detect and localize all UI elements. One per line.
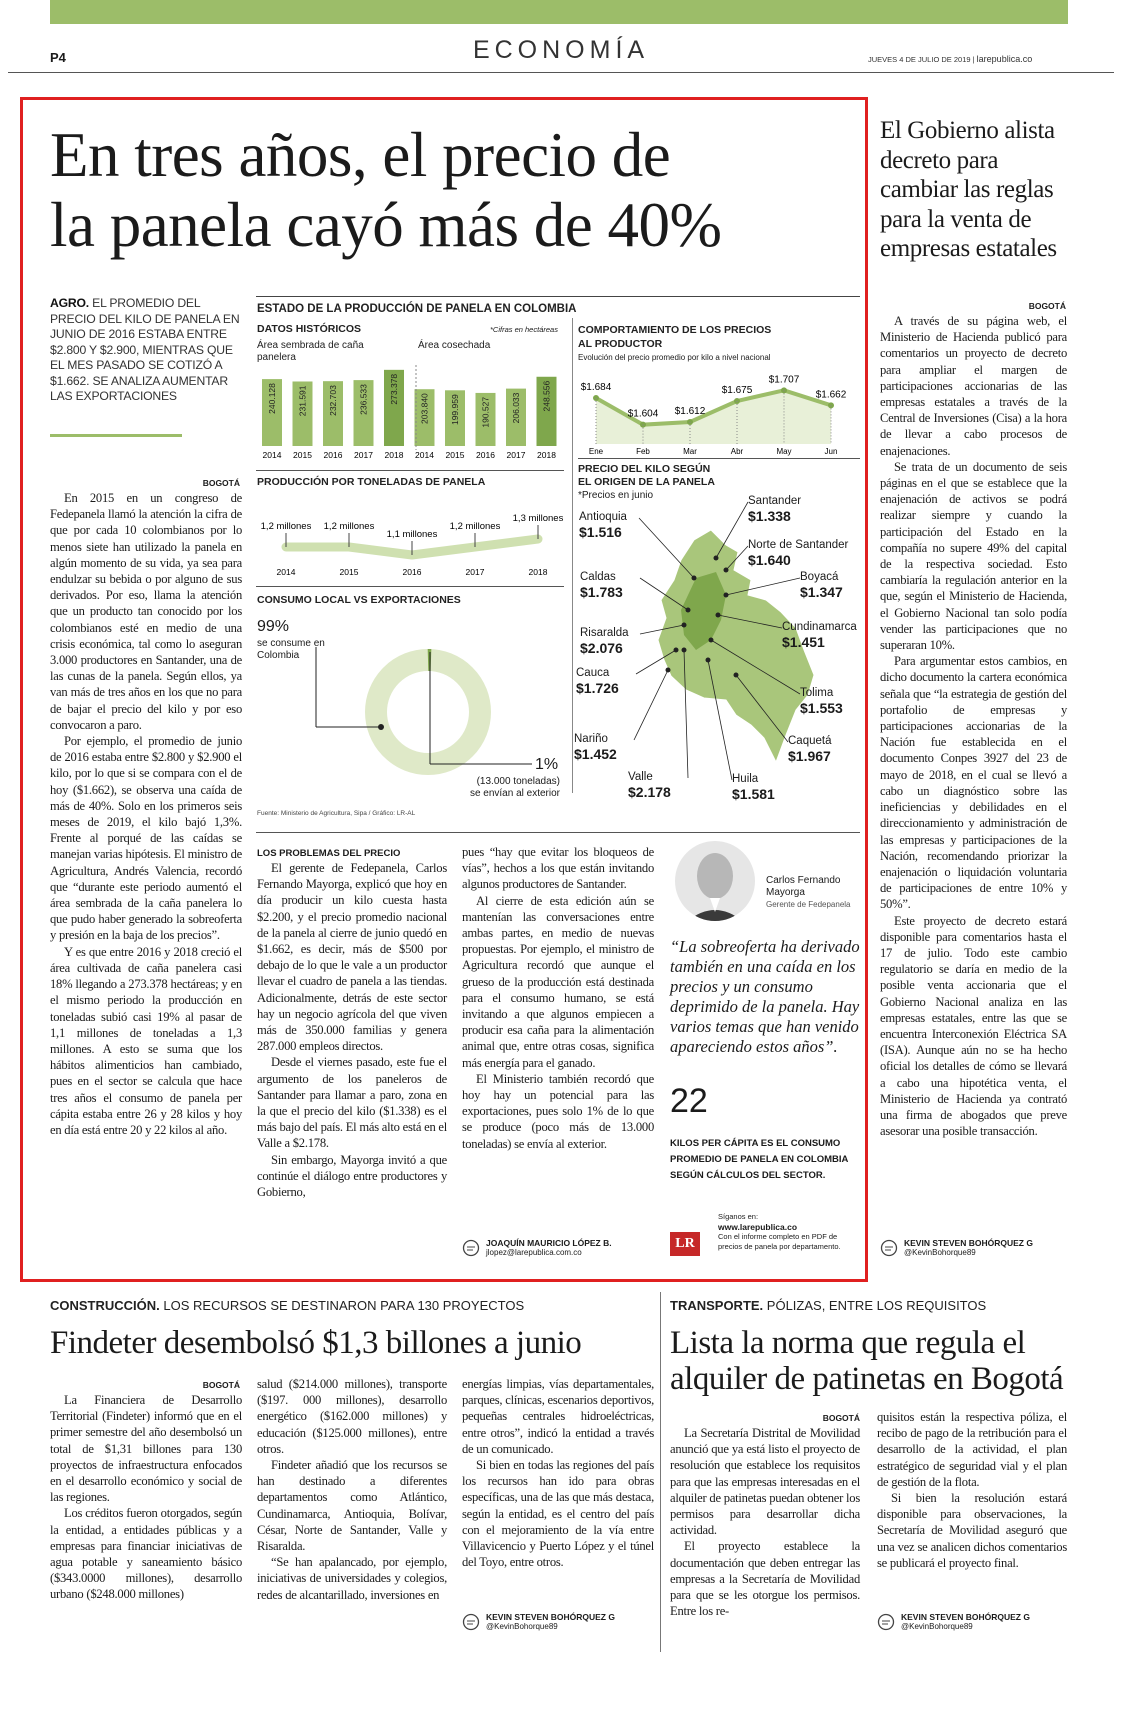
col2-subhead: LOS PROBLEMAS DEL PRECIO — [257, 848, 401, 859]
map-region-dot — [682, 623, 687, 628]
main-byline — [462, 1238, 612, 1257]
pull-quote: “La sobreoferta ha derivado también en una caída en los precios y un consumo deprimido de la panela. Hay varios temas que han venido apareciendo estos años”. — [670, 937, 860, 1056]
bar-value-label: 206.033 — [511, 392, 521, 424]
map-region-nariño — [574, 732, 617, 762]
bar-value-label: 231.591 — [297, 385, 308, 417]
chat-bubble-icon — [462, 1239, 480, 1257]
byline-name: KEVIN STEVEN BOHÓRQUEZ G — [904, 1238, 1033, 1248]
paragraph: La Financiera de Desarrollo Territorial (Findeter) informó que en el primer semestre del año desembolsó un total de $1,31 billones para 130 proyectos de infraestructura enfocados en el desarrollo económico y social de las regiones. — [50, 1393, 242, 1505]
bar-value-label: 203.840 — [419, 393, 430, 424]
prod-year-label: 2017 — [465, 567, 485, 577]
main-column-3 — [462, 844, 654, 1152]
side-byline — [880, 1238, 1033, 1257]
region-price: $1.967 — [788, 748, 831, 764]
headline-line-2: la panela cayó más de 40% — [50, 190, 722, 260]
map-region-huila — [732, 772, 775, 802]
map-region-dot — [666, 668, 671, 673]
price-line-chart — [576, 366, 862, 456]
price-month-label: May — [776, 447, 792, 456]
paragraph: Findeter añadió que los recursos se han destinado a diferentes departamentos como Atlántico, Cundinamarca, Antioquia, Bolívar, César, Norte de Santander, Valle y Risaralda. — [257, 1458, 447, 1554]
price-value-label: $1.675 — [721, 385, 753, 396]
map-region-dot — [692, 576, 697, 581]
patinetas-column-1 — [670, 1425, 860, 1619]
region-name: Antioquia — [579, 511, 627, 523]
chat-bubble-icon — [877, 1613, 895, 1631]
map-region-cundinamarca — [782, 620, 857, 650]
bar-year-label: 2014 — [262, 450, 282, 460]
patinetas-column-2 — [877, 1409, 1067, 1571]
graphic-top-rule — [256, 296, 860, 297]
map-region-dot — [686, 608, 691, 613]
main-city: BOGOTÁ — [202, 478, 240, 488]
bar-year-label: 2017 — [506, 450, 526, 460]
paragraph: La Secretaría Distrital de Movilidad anunció que ya está listo el proyecto de resolución que establece los requisitos para que las empresas interesadas en el alquiler de patinetas puedan obtener los permisos para desarrollar dicha actividad. — [670, 1426, 860, 1538]
map-region-dot — [724, 568, 729, 573]
byline-handle[interactable]: @KevinBohorque89 — [904, 1248, 976, 1257]
paragraph: Por ejemplo, el promedio de junio de 2016 estaba entre $2.800 y $2.900 el kilo, por lo que si se compara con el de hoy ($1.662), se observa una caída de más de 40%. Solo en los primeros seis meses de 2019, el kilo bajó 1,3%. Frente al porqué de las caídas se manejan varias hipótesis. El ministro de Agricultura, Andrés Valencia, recordó que “durante este periodo aumentó el área sembrada de la caña panelera lo que pudo haber generado la sobreoferta y presión en la baja de los precios”. — [50, 734, 242, 943]
region-name: Cauca — [576, 667, 610, 679]
paragraph: A través de su página web, el Ministerio de Hacienda publicó para comentarios un proyecto de decreto para ampliar el margen de participaciones accionarias de las empresas estatales a través de la Central de Inversiones (Cisa) a la hora de llevar a cabo procesos de enajenaciones. — [880, 314, 1067, 458]
stat-number: 22 — [670, 1082, 708, 1120]
findeter-column-2 — [257, 1376, 447, 1603]
prod-year-label: 2016 — [402, 567, 422, 577]
paragraph: Desde el viernes pasado, este fue el argumento de los paneleros de Santander para llamar a paro, zona en la que el precio del kilo ($1.338) es el más bajo del país. El más alto está en el Valle a $2.178. — [257, 1055, 447, 1151]
stat-text: KILOS PER CÁPITA ES EL CONSUMO PROMEDIO DE PANELA EN COLOMBIA SEGÚN CÁLCULOS DEL SECTOR. — [670, 1138, 849, 1181]
region-price: $1.516 — [579, 524, 622, 540]
graphic-divider — [256, 586, 564, 587]
bar-value-label: 232.703 — [328, 385, 338, 416]
map-region-norte-de-santander — [748, 538, 848, 568]
kicker-label: AGRO. — [50, 296, 89, 310]
byline-name: JOAQUÍN MAURICIO LÓPEZ B. — [486, 1238, 612, 1248]
map-region-antioquia — [579, 510, 627, 540]
main-headline — [50, 120, 790, 260]
findeter-column-3 — [462, 1376, 654, 1570]
paragraph: pues “hay que evitar los bloqueos de vías”, hechos a los que están invitando algunos productores de Santander. — [462, 845, 654, 892]
paragraph: En 2015 en un congreso de Fedepanela llamó la atención la cifra de que por cada 10 colombianos por lo menos siete han utilizado la panela en algún momento de su vida, ya sea para endulzar su bebida o por alguno de sus derivados. Por eso, llama la atención que un producto tan conocido por los colombianos esté en medio de una crisis económica, tal como lo aseguran 3.000 productores en Santander, una de las cunas de la panela. Según ellos, ya van más de tres años en los que no para de bajar el precio del kilo y por eso convocaron a paro. — [50, 491, 242, 732]
byline-handle[interactable]: @KevinBohorque89 — [901, 1622, 973, 1631]
map-region-dot — [724, 593, 729, 598]
bar-year-label: 2015 — [293, 450, 312, 460]
findeter-kicker — [50, 1298, 524, 1313]
graphic-divider — [578, 458, 860, 459]
bar-value-label: 236.533 — [358, 384, 369, 415]
graphic-title: ESTADO DE LA PRODUCCIÓN DE PANELA EN COLOMBIA — [257, 303, 577, 315]
main-kicker — [50, 296, 245, 405]
region-name: Cundinamarca — [782, 621, 857, 633]
region-name: Valle — [628, 771, 653, 783]
person-role: Gerente de Fedepanela — [766, 900, 851, 909]
price-point — [640, 422, 646, 428]
findeter-headline: Findeter desembolsó $1,3 billones a junio — [50, 1325, 582, 1361]
kicker-text: EL PROMEDIO DEL PRECIO DEL KILO DE PANELA EN JUNIO DE 2016 ESTABA ENTRE $2.800 Y $2.900, MIENTRAS QUE EL MES PASADO SE COTIZÓ A $1.662. SE ANALIZA AUMENTAR LAS EXPORTACIONES — [50, 296, 240, 403]
map-region-tolima — [800, 686, 843, 716]
cons-exp-pct: 1% — [535, 756, 559, 773]
patinetas-byline — [877, 1612, 1030, 1631]
main-column-1 — [50, 490, 242, 1138]
price-value-label: $1.684 — [580, 382, 612, 393]
map-region-dot — [682, 648, 687, 653]
price-title — [578, 323, 771, 351]
prod-year-label: 2015 — [339, 567, 359, 577]
price-value-label: $1.707 — [768, 374, 800, 386]
dateline: JUEVES 4 DE JULIO DE 2019 | larepublica.co — [868, 54, 1033, 64]
price-month-label: Mar — [683, 447, 697, 456]
paragraph: Si bien la resolución estará disponible para observaciones, la Secretaría de Movilidad aseguró que una vez se analicen dichos comentarios se publicará el proyecto final. — [877, 1491, 1067, 1570]
graphic-bottom-rule — [256, 832, 860, 833]
bar-value-label: 240.128 — [267, 383, 277, 414]
lr-logo: LR — [670, 1232, 700, 1256]
region-price: $1.726 — [576, 680, 619, 696]
portrait-photo — [670, 840, 760, 922]
paragraph: Si bien en todas las regiones del país los recursos han ido para obras específicas, una de las que más destaca, según la entidad, es el centro del país con el mejoramiento de la vía entre Villavicencio y Puerto López y el túnel del Toyo, entre otros. — [462, 1458, 654, 1570]
prod-value-label: 1,1 millones — [386, 529, 438, 540]
region-price: $2.178 — [628, 784, 671, 800]
side-city: BOGOTÁ — [1028, 301, 1066, 311]
region-price: $1.451 — [782, 634, 825, 650]
cons-exp-line2: se envían al exterior — [469, 788, 560, 799]
cons-exp-text — [450, 776, 560, 800]
region-name: Santander — [748, 495, 802, 507]
map-sub: *Precios en junio — [578, 490, 654, 501]
prod-value-label: 1,2 millones — [449, 521, 501, 532]
bottom-divider — [660, 1292, 661, 1652]
cons-local-pct: 99% — [257, 618, 290, 635]
cons-exp-line1: (13.000 toneladas) — [476, 776, 560, 787]
map-region-santander — [748, 494, 801, 524]
region-name: Norte de Santander — [748, 539, 849, 551]
donut-callout-dot — [378, 724, 384, 730]
patinetas-headline: Lista la norma que regula el alquiler de patinetas en Bogotá — [670, 1325, 1064, 1397]
map-title — [578, 463, 715, 489]
price-value-label: $1.612 — [674, 406, 706, 417]
side-headline: El Gobierno alista decreto para cambiar las reglas para la venta de empresas estatales — [880, 117, 1057, 262]
map-region-dot — [706, 658, 711, 663]
price-month-label: Jun — [824, 447, 838, 456]
main-column-2 — [257, 860, 447, 1200]
graphic-divider — [256, 470, 564, 471]
paragraph: quisitos están la respectiva póliza, el recibo de pago de la retribución para el desarrollo de la actividad, el plan estratégico de seguridad vial y el plan de gestión de la flota. — [877, 1410, 1067, 1489]
findeter-city: BOGOTÁ — [202, 1380, 240, 1390]
lr-site-link[interactable]: www.larepublica.co — [718, 1222, 798, 1232]
top-color-bar — [50, 0, 1068, 24]
region-name: Huila — [732, 773, 759, 785]
region-name: Caquetá — [788, 735, 832, 747]
prod-title: PRODUCCIÓN POR TONELADAS DE PANELA — [257, 476, 486, 488]
map-title-2: EL ORIGEN DE LA PANELA — [578, 476, 715, 488]
price-month-label: Feb — [636, 447, 650, 456]
price-month-label: Ene — [588, 447, 604, 456]
paragraph: energías limpias, vías departamentales, parques, clínicas, escenarios deportivos, pequeñas centrales hidroeléctricas, entre otros”, indicó la entidad a través de un comunicado. — [462, 1377, 654, 1456]
map-callout-line — [634, 670, 668, 740]
site-name[interactable]: larepublica.co — [976, 54, 1033, 64]
headline-line-1: En tres años, el precio de — [50, 120, 671, 190]
bar-year-label: 2016 — [476, 450, 495, 460]
patinetas-city: BOGOTÁ — [822, 1413, 860, 1423]
chat-bubble-icon — [880, 1239, 898, 1257]
price-value-label: $1.604 — [627, 408, 659, 420]
region-name: Boyacá — [800, 571, 839, 583]
bar-year-label: 2015 — [445, 450, 465, 460]
lr-promo — [718, 1212, 863, 1252]
region-price: $1.452 — [574, 746, 617, 762]
chat-bubble-icon — [462, 1613, 480, 1631]
price-title-2: AL PRODUCTOR — [578, 338, 663, 350]
paragraph: salud ($214.000 millones), transporte ($197. 000 millones), desarrollo energético ($162.000 millones) y educación ($125.000 millones), entre otros. — [257, 1377, 447, 1456]
prod-year-label: 2018 — [528, 567, 548, 577]
map-region-valle — [628, 770, 671, 800]
map-region-caldas — [580, 570, 623, 600]
kicker-text: PÓLIZAS, ENTRE LOS REQUISITOS — [766, 1298, 987, 1313]
lr-follow: Síganos en: — [718, 1212, 759, 1221]
kicker-underline — [50, 434, 182, 437]
cons-title: CONSUMO LOCAL VS EXPORTACIONES — [257, 594, 461, 606]
byline-name: KEVIN STEVEN BOHÓRQUEZ G — [486, 1612, 615, 1622]
byline-name: KEVIN STEVEN BOHÓRQUEZ G — [901, 1612, 1030, 1622]
area-bar-chart — [256, 360, 566, 460]
person-name: Carlos Fernando Mayorga — [766, 875, 841, 898]
hist-note: *Cifras en hectáreas — [490, 325, 558, 334]
region-name: Tolima — [800, 687, 834, 699]
bar-value-label: 199.959 — [450, 394, 460, 426]
kicker-label: TRANSPORTE. — [670, 1298, 764, 1313]
paragraph: Y es que entre 2016 y 2018 creció el área cultivada de caña panelera casi 18% llegando a 273.378 hectáreas; y en el mismo periodo la producción en toneladas subió casi 19% al pasar de 1,1 millones de toneladas a 1,3 millones. A esto se suma que los hábitos alimenticios han cambiado, pues en el sector se calcula que hace tres años el consumo de panela per cápita estaba entre 26 y 28 kilos y hoy en día está entre 20 y 22 kilos al año. — [50, 944, 242, 1137]
bar-year-label: 2017 — [354, 450, 373, 460]
bar-year-label: 2018 — [384, 450, 404, 460]
map-region-cauca — [576, 666, 619, 696]
region-price: $1.338 — [748, 508, 791, 524]
bar-year-label: 2014 — [415, 450, 434, 460]
price-month-label: Abr — [730, 447, 744, 456]
section-title: ECONOMÍA — [472, 36, 650, 64]
map-callout-line — [639, 518, 694, 578]
paragraph: El proyecto establece la documentación que deben entregar las empresas a la Secretaría de Movilidad para que se les otorgue los permisos. Entre los re- — [670, 1539, 860, 1619]
region-price: $1.553 — [800, 700, 843, 716]
paragraph: Al cierre de esta edición aún se mantenían las conversaciones entre ambas partes, en medio de nuevas propuestas. Por ejemplo, el ministro de Agricultura recordó que aunque el grueso de la producción está destinada para el consumo humano, se está invitando a que algunos empiecen a producir esa caña para la alimentación animal que, entre otras cosas, significa más energía para el ganado. — [462, 893, 654, 1070]
kicker-text: LOS RECURSOS SE DESTINARON PARA 130 PROYECTOS — [163, 1298, 525, 1313]
map-region-dot — [734, 673, 739, 678]
findeter-column-1 — [50, 1392, 242, 1603]
header-rule — [8, 72, 1114, 73]
price-value-label: $1.662 — [815, 389, 847, 401]
map-region-dot — [674, 648, 679, 653]
bar-value-label: 273.378 — [389, 373, 399, 405]
donut-local-slice — [376, 660, 480, 764]
paragraph: Se trata de un documento de seis páginas en el que se establece que la enajenación de activos se podrá realizar siempre y cuando la participación del Estado en la compañía no supere 49% del capital de la respectiva sociedad. Esto cambiaría la regulación anterior en la que, según el Ministerio de Hacienda, el Gobierno Nacional tan solo podía vender las participaciones que no superaran 10%. — [880, 459, 1067, 653]
map-region-dot — [716, 613, 721, 618]
region-name: Caldas — [580, 571, 616, 583]
prod-value-label: 1,2 millones — [260, 521, 312, 532]
byline-email[interactable]: jlopez@larepublica.com.co — [486, 1248, 582, 1257]
bar-year-label: 2016 — [323, 450, 343, 460]
paragraph: Este proyecto de decreto estará disponible para comentarios hasta el 17 de julio. Todo este cambio regulatorio se daría en medio de la posible venta accionaria que el Gobierno Nacional analiza en las empresas estatales, entre las que se encuentra Interconexión Eléctrica SA (ISA). Aunque aún no se ha hecho oficial los detalles de cómo se llevará a cabo una hipotética venta, el Ministerio de Hacienda ya contrató una firma de abogados que preve asesorar una posible transacción. — [880, 913, 1067, 1139]
prod-year-label: 2014 — [276, 567, 296, 577]
price-sub: Evolución del precio promedio por kilo a nivel nacional — [578, 353, 771, 362]
findeter-byline — [462, 1612, 615, 1631]
paragraph: “Se han apalancado, por ejemplo, iniciativas de universidades y colegios, redes de alcantarillado, inversiones en — [257, 1555, 447, 1602]
region-name: Risaralda — [580, 627, 629, 639]
graphic-source: Fuente: Ministerio de Agricultura, Sipa / Gráfico: LR-AL — [257, 810, 416, 817]
map-region-caquetá — [788, 734, 831, 764]
area-cosechada-label: Área cosechada — [418, 340, 491, 351]
paragraph: Sin embargo, Mayorga invitó a que continúe el diálogo entre productores y Gobierno, — [257, 1152, 447, 1200]
side-column — [880, 313, 1067, 1139]
bar-value-label: 190.527 — [480, 396, 491, 428]
price-title-1: COMPORTAMIENTO DE LOS PRECIOS — [578, 324, 772, 336]
prod-line-chart — [256, 493, 566, 578]
hist-title: DATOS HISTÓRICOS — [257, 323, 362, 335]
map-region-dot — [709, 638, 714, 643]
map-region-dot — [714, 556, 719, 561]
region-price: $2.076 — [580, 640, 623, 656]
graphic-vertical-divider — [572, 318, 573, 793]
region-price: $1.347 — [800, 584, 843, 600]
bar-year-label: 2018 — [537, 450, 556, 460]
map-region-boyacá — [800, 570, 843, 600]
paragraph: El gerente de Fedepanela, Carlos Fernando Mayorga, explicó que hoy en día producir un kilo cuesta hasta $2.200, y el precio promedio nacional de la panela al cierre de junio quedó en $1.662, es decir, más de $500 por debajo de lo que le vale a un productor llevar el cuadro de panela a las tiendas. Adicionalmente, detrás de este sector hay un negocio agrícola del que viven más de 350.000 familias y genera 287.000 empleos directos. — [257, 861, 447, 1054]
bar-value-label: 248.556 — [541, 380, 552, 412]
prod-value-label: 1,3 millones — [512, 513, 564, 524]
map-title-1: PRECIO DEL KILO SEGÚN — [578, 463, 711, 475]
kicker-label: CONSTRUCCIÓN. — [50, 1298, 160, 1313]
region-price: $1.581 — [732, 786, 775, 802]
paragraph: Los créditos fueron otorgados, según la entidad, a entidades públicas y a empresas para financiar iniciativas de agua potable y saneamiento básico ($343.0000 millones), desarrollo urbano ($248.000 millones) — [50, 1506, 242, 1602]
region-price: $1.640 — [748, 552, 791, 568]
paragraph: Para argumentar estos cambios, en dicho documento la cartera económica señala que “la estrategia de gestión del portafolio de empresas y participaciones accionarias de la Nación fue establecida en el documento Conpes 3927 del 23 de mayo de 2018, en el cual se llevó a cabo un diagnóstico sobre las ineficiencias y debilidades en el direccionamiento y administración de las empresas y participaciones de la Nación, recomendando priorizar la enajenación o liquidación voluntaria de participaciones de entre 10% y 50%”. — [880, 654, 1067, 912]
patinetas-kicker — [670, 1298, 986, 1313]
region-name: Nariño — [574, 733, 608, 745]
prod-value-label: 1,2 millones — [323, 521, 375, 532]
date: JUEVES 4 DE JULIO DE 2019 — [868, 55, 971, 64]
paragraph: El Ministerio también recordó que hoy hay un potencial para las exportaciones, pues solo 1% de lo que se produce (poco más de 13.000 toneladas) se envía al exterior. — [462, 1071, 654, 1151]
map-region-risaralda — [580, 626, 629, 656]
lr-text: Con el informe completo en PDF de precios de panela por departamento. — [718, 1232, 841, 1251]
region-price: $1.783 — [580, 584, 623, 600]
cons-local-text: se consume en Colombia — [257, 638, 325, 661]
area-sembrada-label: Área sembrada de caña panelera — [257, 340, 364, 363]
page-number: P4 — [50, 50, 66, 65]
byline-handle[interactable]: @KevinBohorque89 — [486, 1622, 558, 1631]
